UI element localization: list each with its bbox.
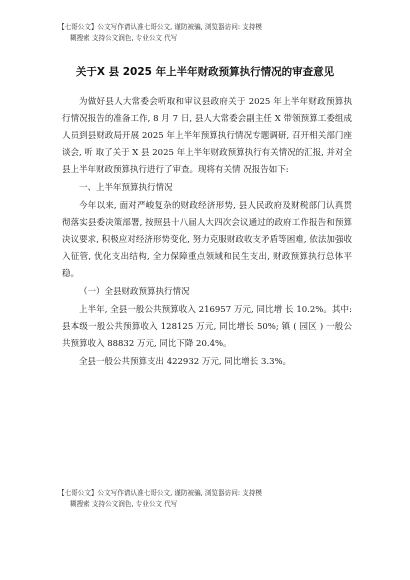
header-line-2: 糊搜索 支持公文润色, 专业公文 代写 bbox=[70, 34, 178, 42]
watermark-footer bbox=[58, 488, 358, 510]
document-body bbox=[62, 94, 352, 372]
watermark-header bbox=[58, 22, 358, 44]
paragraph-intro: 为做好县人大常委会听取和审议县政府关于 2025 年上半年财政预算执行情况报告的准备工作, 8 月 7 日, 县人大常委会副主任 X 带领预算工委组成人员到县财政局开展 2025 年上半年预算执行情况专题调研, 召开相关部门座谈会, 听 取了关于 X 县 2025 年上半年财政预算执行有关情况的汇报, 并对全县上半年财政预算执行进行了审查。现将有关情 况报告如下: bbox=[62, 97, 353, 175]
document-title: 关于X 县 2025 年上半年财政预算执行情况的审查意见 bbox=[75, 66, 335, 78]
paragraph-expenditure: 全县一般公共预算支出 422932 万元, 同比增长 3.3%。 bbox=[79, 357, 292, 367]
footer-line-2: 糊搜索 支持公文润色, 专业公文 代写 bbox=[70, 500, 178, 508]
paragraph-revenue: 上半年, 全县一般公共预算收入 216957 万元, 同比增 长 10.2%。其中: 县本级一般公共预算收入 128125 万元, 同比增长 50%; 镇 ( 园区 ) 一般公共预算收入 88832 万元, 同比下降 20.4%。 bbox=[62, 305, 352, 349]
header-line-1: 【七哥公文】公文写作请认准七哥公文, 谨防被骗, 浏览器访问: 支持模 bbox=[58, 23, 262, 31]
paragraph-overview: 今年以来, 面对严峻复杂的财政经济形势, 县人民政府及财税部门认真贯彻落实县委决策部署, 按照县十八届人大四次会议通过的政府工作报告和预算决议要求, 积极应对经济形势变化, 努力克服财政收支矛盾等困难, 依法加强收入征管, 优化支出结构, 全力保障重点领域和民生支出, 财政预算执行总体平稳。 bbox=[62, 201, 352, 279]
subsection-heading-1: （一）全县财政预算执行情况 bbox=[79, 287, 190, 297]
footer-line-1: 【七哥公文】公文写作请认准七哥公文, 谨防被骗, 浏览器访问: 支持模 bbox=[58, 489, 262, 497]
section-heading-1: 一、上半年预算执行情况 bbox=[79, 183, 173, 193]
